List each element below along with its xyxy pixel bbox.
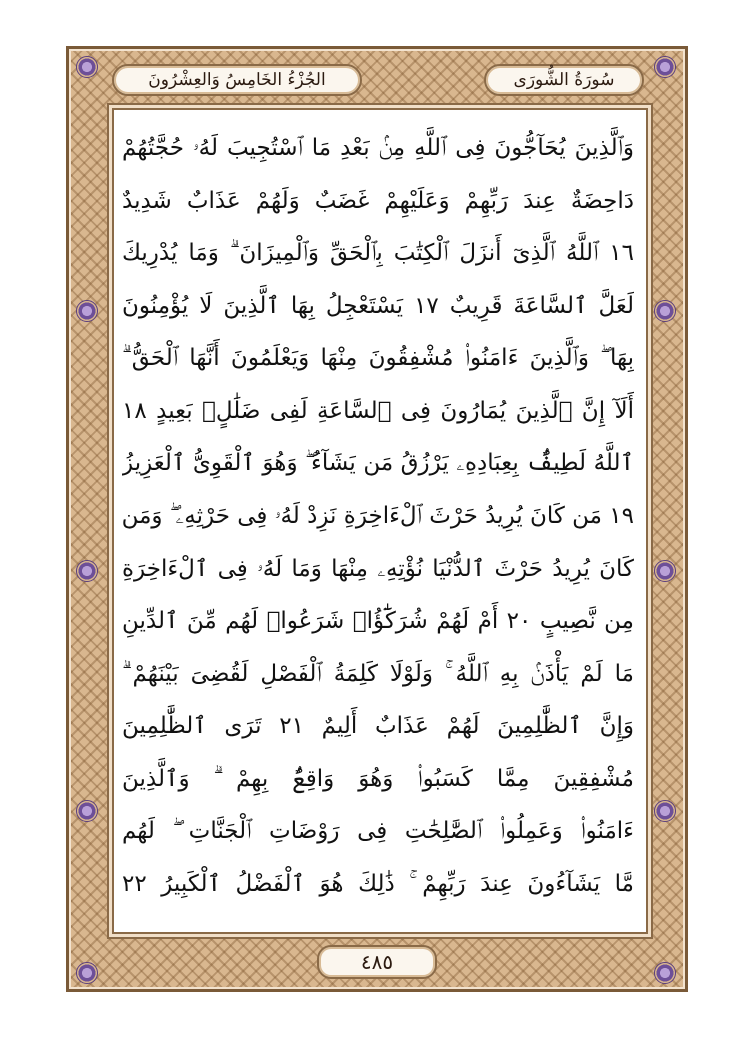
text-line: ٱللَّهُ لَطِيفٌۢ بِعِبَادِهِۦ يَرْزُقُ مَن يَشَآءُ ۖ وَهُوَ ٱلْقَوِىُّ ٱلْعَزِيزُ [122,450,634,477]
text-line: مَّا يَشَآءُونَ عِندَ رَبِّهِمْ ۚ ذَٰلِكَ هُوَ ٱلْفَضْلُ ٱلْكَبِيرُ ٢٢ [122,870,634,897]
text-line: مِن نَّصِيبٍ ٢٠ أَمْ لَهُمْ شُرَكَٰٓؤُا۟ شَرَعُوا۟ لَهُم مِّنَ ٱلدِّينِ [122,608,634,635]
text-line: مُشْفِقِينَ مِمَّا كَسَبُوا۟ وَهُوَ وَاقِعٌۢ بِهِمْ ۗ وَٱلَّذِينَ [122,765,634,792]
text-line: كَانَ يُرِيدُ حَرْثَ ٱلدُّنْيَا نُؤْتِهِۦ مِنْهَا وَمَا لَهُۥ فِى ٱلْءَاخِرَةِ [122,555,634,582]
surah-title: سُورَةُ الشُّورَى [484,64,644,96]
text-line: وَإِنَّ ٱلظَّٰلِمِينَ لَهُمْ عَذَابٌ أَلِيمٌ ٢١ تَرَى ٱلظَّٰلِمِينَ [122,713,634,740]
text-line: لَعَلَّ ٱلسَّاعَةَ قَرِيبٌ ١٧ يَسْتَعْجِلُ بِهَا ٱلَّذِينَ لَا يُؤْمِنُونَ [122,292,634,319]
text-line: وَٱلَّذِينَ يُحَآجُّونَ فِى ٱللَّهِ مِنۢ بَعْدِ مَا ٱسْتُجِيبَ لَهُۥ حُجَّتُهُمْ [122,135,634,161]
text-line: بِهَا ۖ وَٱلَّذِينَ ءَامَنُوا۟ مُشْفِقُونَ مِنْهَا وَيَعْلَمُونَ أَنَّهَا ٱلْحَقُّ ۗ [122,345,634,372]
text-line: دَاحِضَةٌ عِندَ رَبِّهِمْ وَعَلَيْهِمْ غَضَبٌ وَلَهُمْ عَذَابٌ شَدِيدٌ [122,187,634,214]
rosette-ornament-icon [654,300,676,322]
rosette-ornament-icon [76,300,98,322]
rosette-ornament-icon [654,962,676,984]
quran-text [122,116,634,916]
rosette-ornament-icon [654,560,676,582]
text-line: مَا لَمْ يَأْذَنۢ بِهِ ٱللَّهُ ۚ وَلَوْلَا كَلِمَةُ ٱلْفَصْلِ لَقُضِىَ بَيْنَهُمْ ۗ [122,660,634,687]
rosette-ornament-icon [76,962,98,984]
page-header [112,62,644,98]
text-line: ١٦ ٱللَّهُ ٱلَّذِىٓ أَنزَلَ ٱلْكِتَٰبَ بِٱلْحَقِّ وَٱلْمِيزَانَ ۗ وَمَا يُدْرِيكَ [122,240,634,267]
text-line: ءَامَنُوا۟ وَعَمِلُوا۟ ٱلصَّٰلِحَٰتِ فِى رَوْضَاتِ ٱلْجَنَّاتِ ۖ لَهُم [122,818,634,845]
rosette-ornament-icon [654,800,676,822]
rosette-ornament-icon [76,800,98,822]
text-line: ١٩ مَن كَانَ يُرِيدُ حَرْثَ ٱلْءَاخِرَةِ نَزِدْ لَهُۥ فِى حَرْثِهِۦ ۖ وَمَن [122,502,634,529]
rosette-ornament-icon [654,56,676,78]
rosette-ornament-icon [76,56,98,78]
page-number: ٤٨٥ [317,945,437,979]
text-line: أَلَآ إِنَّ ٱلَّذِينَ يُمَارُونَ فِى ٱلسَّاعَةِ لَفِى ضَلَٰلٍۭ بَعِيدٍ ١٨ [122,397,634,424]
rosette-ornament-icon [76,560,98,582]
juz-title: الجُزْءُ الخَامِسُ وَالعِشْرُونَ [112,64,362,96]
